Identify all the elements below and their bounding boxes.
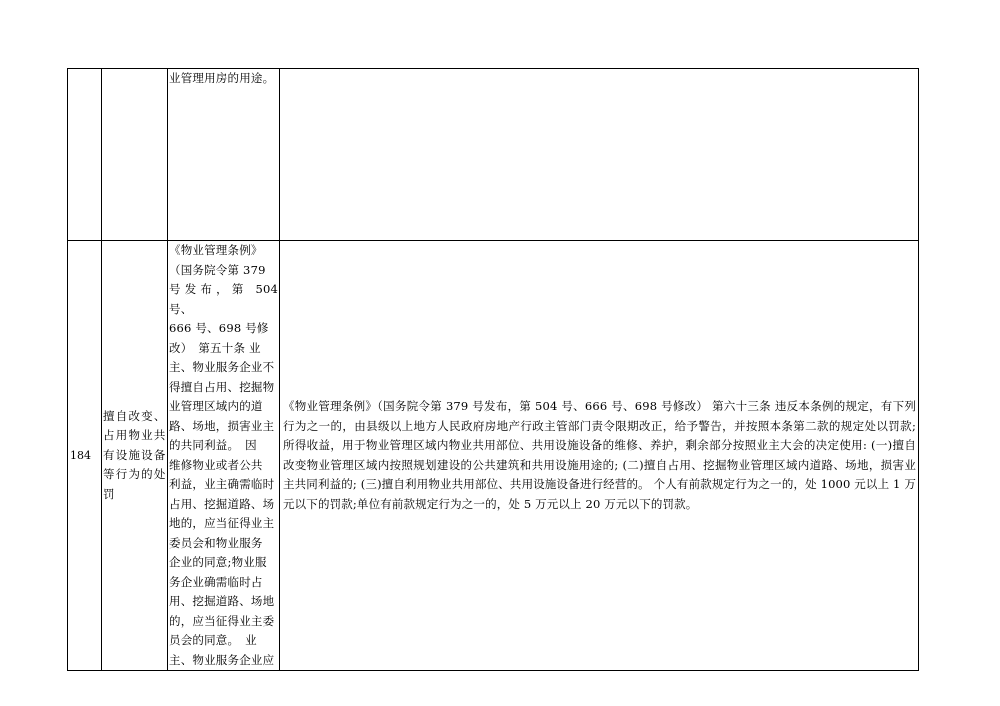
cell-basis-continuation [168, 69, 280, 241]
cell-number-184 [68, 241, 102, 671]
basis-line: 维修物业或者公共 [169, 457, 263, 472]
document-table [67, 68, 919, 671]
basis-line: 666 号、698 号修 [169, 321, 269, 335]
basis-line: 占用、挖掘道路、场 [169, 496, 275, 511]
cell-basis-184 [168, 241, 280, 671]
cell-item-continuation [102, 69, 168, 241]
basis-line: 号发布，第 504 号、 [169, 282, 278, 316]
basis-line: 员会的同意。 业 [169, 633, 257, 647]
basis-line: 得擅自占用、挖掘物 [169, 379, 275, 394]
basis-line: 主、物业服务企业应 [169, 652, 275, 667]
basis-line: （国务院令第 379 [169, 262, 266, 277]
cell-penalty-continuation [280, 69, 919, 241]
cell-number-continuation [68, 69, 102, 241]
table-row-continuation [68, 69, 919, 241]
basis-line: 业管理区域内的道 [169, 399, 263, 413]
basis-line: 《物业管理条例》 [169, 243, 263, 257]
basis-line: 路、场地，损害业主 [169, 418, 275, 433]
basis-line: 用、挖掘道路、场地 [169, 594, 275, 608]
item-name: 擅自改变、占用物业共有设施设备等行为的处罚 [103, 408, 166, 501]
table-row-184 [68, 241, 919, 671]
basis-line: 的，应当征得业主委 [169, 613, 275, 628]
basis-line: 利益，业主确需临时 [169, 477, 275, 491]
basis-line: 地的，应当征得业主 [169, 516, 275, 530]
basis-line: 企业的同意;物业服 [169, 555, 267, 569]
cell-penalty-184 [280, 241, 919, 671]
basis-line: 改） 第五十条 业 [169, 340, 261, 355]
basis-text: 业管理用房的用途。 [169, 71, 275, 85]
basis-line: 的共同利益。 因 [169, 438, 257, 452]
row-number: 184 [70, 448, 91, 462]
basis-text-184 [168, 241, 279, 670]
penalty-text-184: 《物业管理条例》（国务院令第 379 号发布，第 504 号、666 号、698 号修改） 第六十三条 违反本条例的规定，有下列行为之一的，由县级以上地方人民政府房地产行政主管部门责令限期改正，给予警告，并按照本条第二款的规定处以罚款;所得收益，用于物业管理区域内物业共用部位、共用设施设备的维修、养护，剩余部分按照业主大会的决定使用: (一)擅自改变物业管理区域内按照规划建设的公共建筑和共用设施用途的; (二)擅自占用、挖掘物业管理区域内道路、场地，损害业主共同利益的; (三)擅自利用物业共用部位、共用设施设备进行经营的。 个人有前款规定行为之一的，处 1000 元以上 1 万元以下的罚款;单位有前款规定行为之一的，处 5 万元以上 20 万元以下的罚款。 [283, 399, 916, 511]
basis-line: 主、物业服务企业不 [169, 360, 275, 374]
basis-line: 务企业确需临时占 [169, 574, 263, 589]
cell-item-184 [102, 241, 168, 671]
basis-line: 委员会和物业服务 [169, 535, 263, 550]
